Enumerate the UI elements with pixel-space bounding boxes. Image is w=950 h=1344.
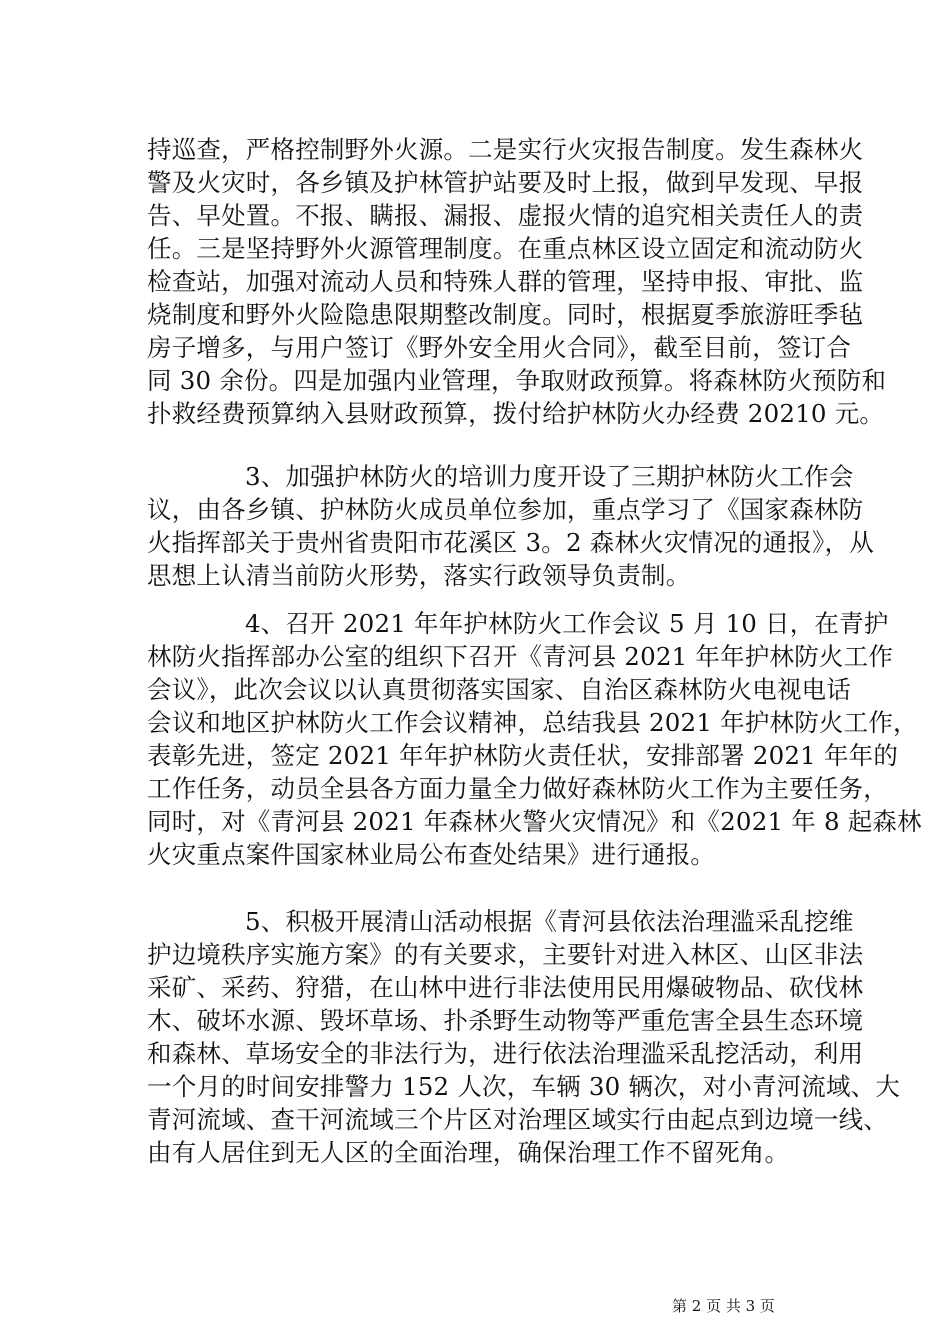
text-line: 采矿、采药、狩猎，在山林中进行非法使用民用爆破物品、砍伐林 xyxy=(147,973,864,1002)
text-line: 青河流域、查干河流域三个片区对治理区域实行由起点到边境一线、 xyxy=(147,1105,888,1134)
text-line: 一个月的时间安排警力 152 人次，车辆 30 辆次，对小青河流域、大 xyxy=(147,1072,901,1101)
text-line: 烧制度和野外火险隐患限期整改制度。同时，根据夏季旅游旺季毡 xyxy=(147,300,864,329)
text-line: 由有人居住到无人区的全面治理，确保治理工作不留死角。 xyxy=(147,1138,790,1167)
text-line: 扑救经费预算纳入县财政预算，拨付给护林防火办经费 20210 元。 xyxy=(147,399,885,428)
paragraph-3-first-line: 3、加强护林防火的培训力度开设了三期护林防火工作会 xyxy=(245,462,854,491)
text-line: 会议》，此次会议以认真贯彻落实国家、自治区森林防火电视电话 xyxy=(147,675,852,704)
text-line: 议，由各乡镇、护林防火成员单位参加，重点学习了《国家森林防 xyxy=(147,495,864,524)
text-line: 木、破坏水源、毁坏草场、扑杀野生动物等严重危害全县生态环境 xyxy=(147,1006,864,1035)
text-line: 持巡查，严格控制野外火源。二是实行火灾报告制度。发生森林火 xyxy=(147,135,864,164)
text-line: 和森林、草场安全的非法行为，进行依法治理滥采乱挖活动，利用 xyxy=(147,1039,864,1068)
text-line: 警及火灾时，各乡镇及护林管护站要及时上报，做到早发现、早报 xyxy=(147,168,864,197)
text-line: 工作任务，动员全县各方面力量全力做好森林防火工作为主要任务， xyxy=(147,774,888,803)
text-line: 任。三是坚持野外火源管理制度。在重点林区设立固定和流动防火 xyxy=(147,234,864,263)
text-line: 思想上认清当前防火形势，落实行政领导负责制。 xyxy=(147,561,691,590)
text-line: 林防火指挥部办公室的组织下召开《青河县 2021 年年护林防火工作 xyxy=(147,642,894,671)
text-line: 房子增多，与用户签订《野外安全用火合同》，截至目前，签订合 xyxy=(147,333,852,362)
paragraph-5-first-line: 5、积极开展清山活动根据《青河县依法治理滥采乱挖维 xyxy=(245,907,854,936)
text-line: 同时，对《青河县 2021 年森林火警火灾情况》和《2021 年 8 起森林 xyxy=(147,807,922,836)
text-line: 同 30 余份。四是加强内业管理，争取财政预算。将森林防火预防和 xyxy=(147,366,887,395)
text-line: 检查站，加强对流动人员和特殊人群的管理，坚持申报、审批、监 xyxy=(147,267,864,296)
text-line: 会议和地区护林防火工作会议精神，总结我县 2021 年护林防火工作， xyxy=(147,708,918,737)
page-number: 第 2 页 共 3 页 xyxy=(672,1297,775,1315)
paragraph-4-first-line: 4、召开 2021 年年护林防火工作会议 5 月 10 日，在青护 xyxy=(245,609,889,638)
text-line: 护边境秩序实施方案》的有关要求，主要针对进入林区、山区非法 xyxy=(147,940,864,969)
text-line: 表彰先进，签定 2021 年年护林防火责任状，安排部署 2021 年年的 xyxy=(147,741,899,770)
text-line: 告、早处置。不报、瞒报、漏报、虚报火情的追究相关责任人的责 xyxy=(147,201,864,230)
text-line: 火灾重点案件国家林业局公布查处结果》进行通报。 xyxy=(147,840,716,869)
text-line: 火指挥部关于贵州省贵阳市花溪区 3。2 森林火灾情况的通报》，从 xyxy=(147,528,874,557)
